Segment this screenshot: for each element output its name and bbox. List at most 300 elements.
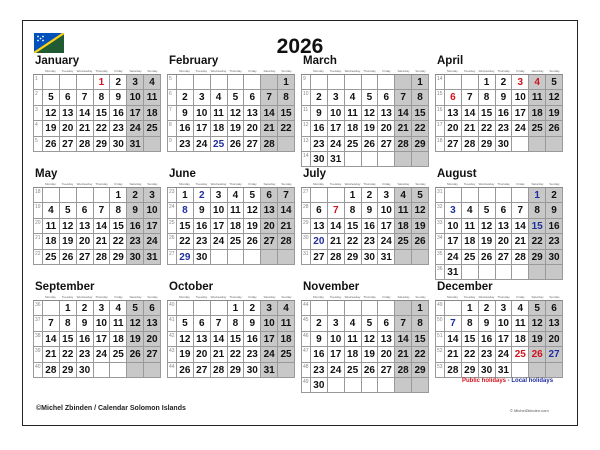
footer-separator: /	[92, 405, 98, 412]
empty-day-cell	[378, 378, 395, 392]
day-cell: 27	[261, 234, 278, 248]
day-cell: 16	[479, 332, 496, 346]
weekday-label: Tuesday	[463, 295, 476, 299]
day-cell: 16	[496, 106, 513, 120]
empty-day-cell	[512, 363, 529, 377]
day-cell: 17	[378, 219, 395, 233]
empty-day-cell	[177, 75, 194, 89]
day-cell: 7	[261, 90, 278, 104]
week-row	[168, 332, 295, 347]
day-cell: 3	[94, 301, 111, 315]
weekday-label: Wednesday	[344, 295, 361, 299]
day-cell: 27	[311, 250, 328, 264]
empty-day-cell	[278, 250, 295, 264]
weekday-label: Friday	[516, 69, 525, 73]
day-cell: 27	[60, 137, 77, 151]
day-cell: 16	[110, 106, 127, 120]
week-row	[436, 188, 563, 203]
day-cell: 3	[378, 188, 395, 202]
day-cell: 7	[512, 203, 529, 217]
empty-day-cell	[328, 188, 345, 202]
day-cell: 5	[228, 90, 245, 104]
empty-day-cell	[211, 250, 228, 264]
week-row	[302, 316, 429, 331]
week-number: 23	[168, 188, 177, 202]
day-cell: 4	[345, 316, 362, 330]
day-cell: 30	[311, 378, 328, 392]
weekday-header	[167, 68, 295, 75]
day-cell: 26	[529, 347, 546, 361]
weekday-label: Wednesday	[76, 295, 93, 299]
day-cell: 11	[512, 316, 529, 330]
week-row	[436, 316, 563, 331]
day-cell: 1	[479, 75, 496, 89]
month-april	[435, 55, 563, 152]
day-cell: 18	[395, 219, 412, 233]
day-cell: 15	[228, 332, 245, 346]
week-row	[302, 234, 429, 249]
day-cell: 29	[177, 250, 194, 264]
empty-day-cell	[395, 152, 412, 166]
day-cell: 20	[244, 121, 261, 135]
day-cell: 25	[395, 234, 412, 248]
weekday-label: Thursday	[229, 69, 242, 73]
weekday-header	[301, 294, 429, 301]
day-cell: 3	[445, 203, 462, 217]
weekday-label: Thursday	[229, 182, 242, 186]
day-cell: 19	[479, 234, 496, 248]
day-cell: 16	[177, 121, 194, 135]
day-cell: 29	[462, 363, 479, 377]
day-cell: 16	[311, 347, 328, 361]
day-cell: 7	[328, 203, 345, 217]
day-cell: 8	[60, 316, 77, 330]
day-cell: 5	[362, 90, 379, 104]
month-february	[167, 55, 295, 152]
week-row	[436, 219, 563, 234]
day-cell: 27	[445, 137, 462, 151]
weekday-label: Monday	[447, 295, 458, 299]
empty-day-cell	[94, 188, 111, 202]
week-number: 46	[302, 332, 311, 346]
day-cell: 20	[378, 347, 395, 361]
day-cell: 28	[445, 363, 462, 377]
day-cell: 12	[529, 316, 546, 330]
day-cell: 10	[445, 219, 462, 233]
day-cell: 5	[412, 188, 429, 202]
weekday-label: Sunday	[147, 182, 158, 186]
day-cell: 3	[194, 90, 211, 104]
day-cell: 24	[378, 234, 395, 248]
weekday-label: Monday	[313, 182, 324, 186]
day-cell: 16	[127, 219, 144, 233]
day-cell: 26	[244, 234, 261, 248]
weekday-label: Tuesday	[463, 182, 476, 186]
week-number: 30	[302, 234, 311, 248]
weekday-header	[435, 68, 563, 75]
day-cell: 8	[345, 203, 362, 217]
week-row	[436, 363, 563, 378]
day-cell: 20	[60, 121, 77, 135]
day-cell: 25	[110, 347, 127, 361]
month-name: August	[437, 168, 477, 180]
day-cell: 19	[412, 219, 429, 233]
day-cell: 31	[261, 363, 278, 377]
month-september	[33, 281, 161, 378]
week-row	[168, 219, 295, 234]
empty-day-cell	[378, 152, 395, 166]
day-cell: 27	[546, 347, 563, 361]
day-cell: 5	[60, 203, 77, 217]
day-cell: 2	[546, 188, 563, 202]
day-cell: 19	[362, 347, 379, 361]
day-cell: 26	[228, 137, 245, 151]
day-cell: 12	[60, 219, 77, 233]
site-credit: © MichelZbinden.com	[510, 408, 549, 413]
footer-credit	[36, 405, 186, 412]
day-cell: 13	[311, 219, 328, 233]
empty-day-cell	[244, 250, 261, 264]
day-cell: 29	[94, 137, 111, 151]
empty-day-cell	[529, 265, 546, 279]
day-cell: 13	[60, 106, 77, 120]
day-cell: 2	[479, 301, 496, 315]
day-cell: 14	[395, 332, 412, 346]
empty-day-cell	[228, 250, 245, 264]
day-cell: 15	[60, 332, 77, 346]
day-cell: 6	[194, 316, 211, 330]
empty-day-cell	[479, 188, 496, 202]
day-cell: 22	[177, 234, 194, 248]
legend-public-holidays: Public holidays	[462, 378, 507, 384]
week-number: 42	[168, 332, 177, 346]
day-cell: 23	[311, 137, 328, 151]
day-cell: 5	[177, 316, 194, 330]
day-cell: 23	[311, 363, 328, 377]
day-cell: 22	[412, 347, 429, 361]
weekday-label: Thursday	[229, 295, 242, 299]
day-cell: 4	[345, 90, 362, 104]
day-cell: 30	[127, 250, 144, 264]
day-cell: 6	[496, 203, 513, 217]
week-number: 20	[34, 219, 43, 233]
day-cell: 23	[110, 121, 127, 135]
day-cell: 23	[496, 121, 513, 135]
empty-day-cell	[94, 363, 111, 377]
day-cell: 5	[546, 75, 563, 89]
legend-local-holidays: Local holidays	[511, 378, 554, 384]
day-cell: 4	[529, 75, 546, 89]
day-cell: 6	[244, 90, 261, 104]
weekday-label: Monday	[45, 69, 56, 73]
week-number: 43	[168, 347, 177, 361]
week-row	[34, 332, 161, 347]
day-cell: 12	[362, 106, 379, 120]
day-cell: 7	[445, 316, 462, 330]
day-cell: 23	[244, 347, 261, 361]
day-cell: 14	[211, 332, 228, 346]
weekday-header	[33, 181, 161, 188]
day-cell: 24	[211, 234, 228, 248]
day-cell: 10	[194, 106, 211, 120]
empty-day-cell	[228, 75, 245, 89]
day-cell: 3	[512, 75, 529, 89]
empty-day-cell	[110, 363, 127, 377]
day-cell: 18	[110, 332, 127, 346]
week-row	[436, 301, 563, 316]
day-cell: 9	[479, 316, 496, 330]
day-cell: 20	[378, 121, 395, 135]
empty-day-cell	[261, 250, 278, 264]
day-cell: 27	[244, 137, 261, 151]
week-number: 44	[302, 301, 311, 315]
month-january	[33, 55, 161, 152]
week-number: 7	[168, 106, 177, 120]
day-cell: 31	[445, 265, 462, 279]
empty-day-cell	[512, 137, 529, 151]
week-number: 5	[168, 75, 177, 89]
week-number: 49	[302, 378, 311, 392]
day-cell: 8	[412, 90, 429, 104]
day-cell: 8	[177, 203, 194, 217]
empty-day-cell	[77, 188, 94, 202]
weekday-header	[301, 181, 429, 188]
week-number: 36	[34, 301, 43, 315]
day-cell: 5	[127, 301, 144, 315]
day-cell: 20	[144, 332, 161, 346]
day-cell: 13	[378, 106, 395, 120]
day-cell: 31	[378, 250, 395, 264]
day-cell: 29	[412, 137, 429, 151]
day-cell: 12	[362, 332, 379, 346]
day-cell: 26	[362, 137, 379, 151]
day-cell: 25	[228, 234, 245, 248]
day-cell: 9	[194, 203, 211, 217]
empty-day-cell	[345, 152, 362, 166]
weekday-label: Sunday	[549, 182, 560, 186]
day-cell: 16	[244, 332, 261, 346]
weekday-label: Monday	[179, 295, 190, 299]
empty-day-cell	[496, 265, 513, 279]
day-cell: 12	[244, 203, 261, 217]
day-cell: 17	[512, 106, 529, 120]
day-cell: 13	[77, 219, 94, 233]
day-cell: 9	[311, 332, 328, 346]
day-cell: 11	[211, 106, 228, 120]
day-cell: 15	[462, 332, 479, 346]
week-row	[302, 363, 429, 378]
week-row	[34, 75, 161, 90]
month-december	[435, 281, 563, 378]
week-number: 27	[168, 250, 177, 264]
day-cell: 17	[144, 219, 161, 233]
week-row	[168, 106, 295, 121]
week-number: 34	[436, 234, 445, 248]
empty-day-cell	[311, 188, 328, 202]
weekday-label: Friday	[114, 69, 123, 73]
day-cell: 2	[311, 316, 328, 330]
day-cell: 29	[412, 363, 429, 377]
day-cell: 14	[512, 219, 529, 233]
day-cell: 28	[395, 137, 412, 151]
week-number: 9	[302, 75, 311, 89]
day-cell: 31	[496, 363, 513, 377]
weekday-header	[33, 68, 161, 75]
empty-day-cell	[60, 188, 77, 202]
empty-day-cell	[546, 137, 563, 151]
day-cell: 2	[362, 188, 379, 202]
week-number: 28	[302, 203, 311, 217]
day-cell: 6	[77, 203, 94, 217]
day-cell: 15	[110, 219, 127, 233]
day-cell: 1	[345, 188, 362, 202]
week-number: 40	[168, 301, 177, 315]
day-cell: 9	[496, 90, 513, 104]
day-cell: 24	[144, 234, 161, 248]
weekday-label: Saturday	[531, 182, 544, 186]
day-cell: 19	[362, 121, 379, 135]
empty-day-cell	[328, 301, 345, 315]
week-number: 31	[302, 250, 311, 264]
day-cell: 28	[462, 137, 479, 151]
week-row	[168, 203, 295, 218]
empty-day-cell	[362, 75, 379, 89]
day-cell: 6	[445, 90, 462, 104]
day-cell: 12	[546, 90, 563, 104]
weekday-label: Sunday	[549, 69, 560, 73]
day-cell: 2	[311, 90, 328, 104]
day-cell: 19	[546, 106, 563, 120]
weekday-label: Sunday	[281, 295, 292, 299]
weekday-header	[301, 68, 429, 75]
day-cell: 22	[529, 234, 546, 248]
day-cell: 19	[127, 332, 144, 346]
day-cell: 21	[94, 234, 111, 248]
day-cell: 8	[462, 316, 479, 330]
day-cell: 14	[43, 332, 60, 346]
empty-day-cell	[445, 301, 462, 315]
month-name: January	[35, 55, 80, 67]
week-number: 12	[302, 121, 311, 135]
empty-day-cell	[144, 137, 161, 151]
day-cell: 23	[127, 234, 144, 248]
day-cell: 4	[278, 301, 295, 315]
week-number: 38	[34, 332, 43, 346]
day-cell: 22	[345, 234, 362, 248]
week-row	[436, 347, 563, 362]
day-cell: 27	[77, 250, 94, 264]
empty-day-cell	[43, 301, 60, 315]
day-cell: 19	[244, 219, 261, 233]
weekday-label: Wednesday	[210, 182, 227, 186]
day-cell: 23	[479, 347, 496, 361]
week-row	[436, 203, 563, 218]
day-cell: 17	[211, 219, 228, 233]
week-number: 10	[302, 90, 311, 104]
day-cell: 1	[177, 188, 194, 202]
weekday-label: Tuesday	[195, 69, 208, 73]
day-cell: 28	[77, 137, 94, 151]
empty-day-cell	[462, 188, 479, 202]
week-row	[302, 137, 429, 152]
week-number: 32	[436, 203, 445, 217]
day-cell: 22	[94, 121, 111, 135]
day-cell: 10	[211, 203, 228, 217]
week-number: 49	[436, 301, 445, 315]
empty-day-cell	[395, 75, 412, 89]
empty-day-cell	[211, 301, 228, 315]
day-cell: 25	[278, 347, 295, 361]
day-cell: 18	[228, 219, 245, 233]
week-row	[34, 316, 161, 331]
day-cell: 28	[395, 363, 412, 377]
day-cell: 6	[144, 301, 161, 315]
empty-day-cell	[512, 188, 529, 202]
week-row	[34, 347, 161, 362]
day-cell: 14	[328, 219, 345, 233]
week-number: 14	[436, 75, 445, 89]
day-cell: 25	[462, 250, 479, 264]
day-cell: 28	[211, 363, 228, 377]
legend-separator: -	[506, 378, 512, 384]
day-cell: 8	[412, 316, 429, 330]
weekday-label: Friday	[382, 182, 391, 186]
day-cell: 7	[395, 90, 412, 104]
day-cell: 26	[362, 363, 379, 377]
week-number: 14	[302, 152, 311, 166]
weekday-label: Monday	[45, 182, 56, 186]
day-cell: 18	[211, 121, 228, 135]
weekday-header	[167, 181, 295, 188]
day-cell: 6	[378, 316, 395, 330]
day-cell: 16	[77, 332, 94, 346]
day-cell: 24	[328, 363, 345, 377]
week-row	[34, 106, 161, 121]
month-name: November	[303, 281, 360, 293]
day-cell: 8	[94, 90, 111, 104]
week-row	[436, 75, 563, 90]
week-number: 18	[34, 188, 43, 202]
day-cell: 27	[144, 347, 161, 361]
day-cell: 7	[77, 90, 94, 104]
empty-day-cell	[445, 75, 462, 89]
day-cell: 23	[362, 234, 379, 248]
day-cell: 15	[278, 106, 295, 120]
day-cell: 17	[261, 332, 278, 346]
empty-day-cell	[311, 301, 328, 315]
weekday-label: Friday	[248, 69, 257, 73]
day-cell: 21	[43, 347, 60, 361]
day-cell: 11	[345, 332, 362, 346]
day-cell: 30	[479, 363, 496, 377]
weekday-label: Tuesday	[195, 295, 208, 299]
day-cell: 4	[144, 75, 161, 89]
day-cell: 13	[546, 316, 563, 330]
weekday-label: Saturday	[397, 295, 410, 299]
day-cell: 11	[462, 219, 479, 233]
month-name: December	[437, 281, 493, 293]
day-cell: 10	[94, 316, 111, 330]
week-number: 41	[168, 316, 177, 330]
empty-day-cell	[211, 75, 228, 89]
day-cell: 21	[445, 347, 462, 361]
day-cell: 30	[546, 250, 563, 264]
empty-day-cell	[194, 301, 211, 315]
day-cell: 24	[194, 137, 211, 151]
week-row	[168, 90, 295, 105]
holiday-legend	[462, 378, 553, 384]
month-name: July	[303, 168, 327, 180]
